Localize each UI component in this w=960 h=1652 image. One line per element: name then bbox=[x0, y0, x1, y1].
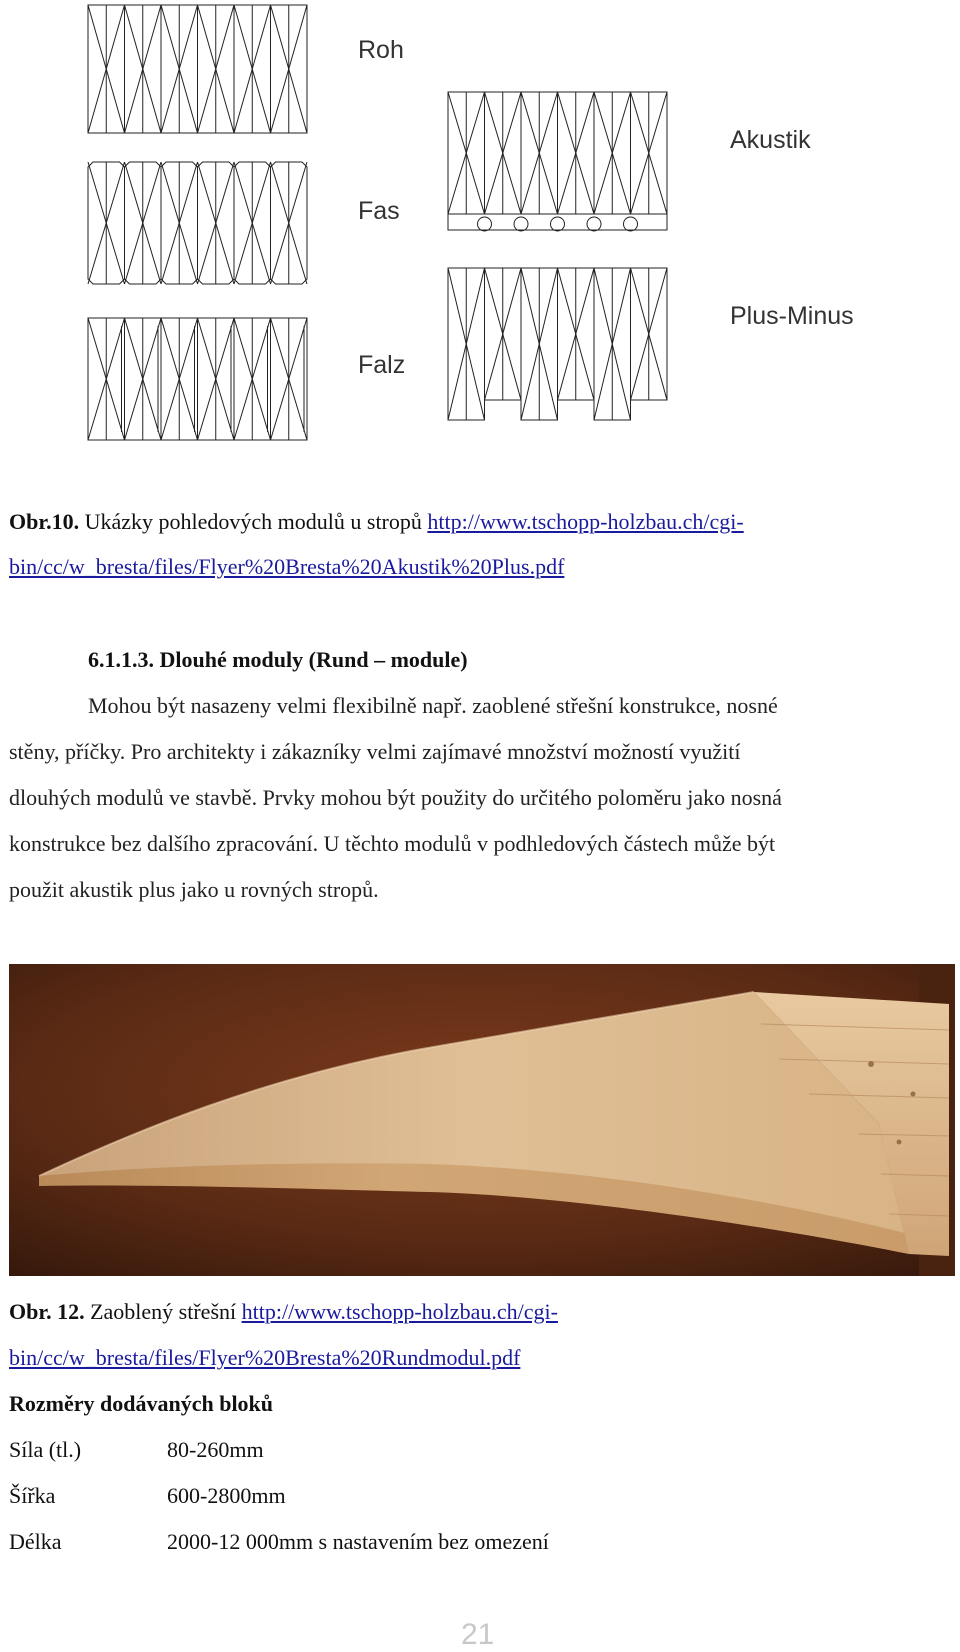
module-profiles-diagram bbox=[0, 0, 960, 445]
dimension-value: 2000-12 000mm s nastavením bez omezení bbox=[167, 1529, 549, 1554]
dimension-row-thickness bbox=[9, 1437, 264, 1463]
section-heading-text: 6.1.1.3. Dlouhé moduly (Rund – module) bbox=[88, 647, 468, 672]
dimension-value: 600-2800mm bbox=[167, 1483, 286, 1508]
label-akustik: Akustik bbox=[730, 126, 811, 154]
curved-module-photo bbox=[9, 964, 955, 1276]
figure-12-number: Obr. 12. bbox=[9, 1299, 85, 1324]
figure-12-caption bbox=[9, 1299, 558, 1325]
akustik-base bbox=[448, 214, 667, 230]
figure-10-link-part1[interactable]: http://www.tschopp-holzbau.ch/cgi- bbox=[427, 509, 744, 534]
dimension-row-length bbox=[9, 1529, 549, 1555]
dimension-label: Šířka bbox=[9, 1483, 56, 1508]
dimension-row-width bbox=[9, 1483, 286, 1509]
figure-10-number: Obr.10. bbox=[9, 509, 80, 534]
figure-10-text: Ukázky pohledových modulů u stropů bbox=[79, 509, 428, 534]
dimension-value: 80-260mm bbox=[167, 1437, 264, 1462]
page-number: 21 bbox=[461, 1618, 495, 1651]
figure-12-text: Zaoblený střešní bbox=[84, 1299, 242, 1324]
paragraph-line-2: stěny, příčky. Pro architekty i zákazníky velmi zajímavé množství možností využití bbox=[9, 739, 741, 764]
dimension-label: Délka bbox=[9, 1529, 62, 1554]
figure-12-link-part1[interactable]: http://www.tschopp-holzbau.ch/cgi- bbox=[241, 1299, 558, 1324]
paragraph-line-3: dlouhých modulů ve stavbě. Prvky mohou být použity do určitého poloměru jako nosná bbox=[9, 785, 782, 810]
figure-12-link-part2[interactable]: bin/cc/w_bresta/files/Flyer%20Bresta%20Rundmodul.pdf bbox=[9, 1345, 521, 1370]
figure-10-caption-line2 bbox=[9, 554, 564, 580]
dimension-label: Síla (tl.) bbox=[9, 1437, 82, 1462]
paragraph-line-4: konstrukce bez dalšího zpracování. U těchto modulů v podhledových částech může být bbox=[9, 831, 776, 856]
akustik-slot bbox=[551, 217, 565, 231]
paragraph-line-5: použit akustik plus jako u rovných stropů. bbox=[9, 877, 379, 902]
paragraph-line-1: Mohou být nasazeny velmi flexibilně např. zaoblené střešní konstrukce, nosné bbox=[88, 693, 778, 718]
akustik-slot bbox=[587, 217, 601, 231]
dimensions-heading bbox=[9, 1391, 273, 1417]
section-heading bbox=[88, 647, 468, 673]
akustik-slot bbox=[624, 217, 638, 231]
label-plus-minus: Plus-Minus bbox=[730, 302, 854, 330]
label-falz: Falz bbox=[358, 351, 406, 379]
dimensions-heading-text: Rozměry dodávaných bloků bbox=[9, 1391, 274, 1416]
figure-12-caption-line2 bbox=[9, 1345, 520, 1371]
akustik-slot bbox=[514, 217, 528, 231]
curved-module-image bbox=[9, 964, 955, 1276]
akustik-slot bbox=[478, 217, 492, 231]
profiles-drawing bbox=[0, 0, 960, 445]
figure-10-link-part2[interactable]: bin/cc/w_bresta/files/Flyer%20Bresta%20Akustik%20Plus.pdf bbox=[9, 554, 565, 579]
figure-10-caption bbox=[9, 509, 744, 535]
label-roh: Roh bbox=[358, 36, 404, 64]
label-fas: Fas bbox=[358, 197, 400, 225]
